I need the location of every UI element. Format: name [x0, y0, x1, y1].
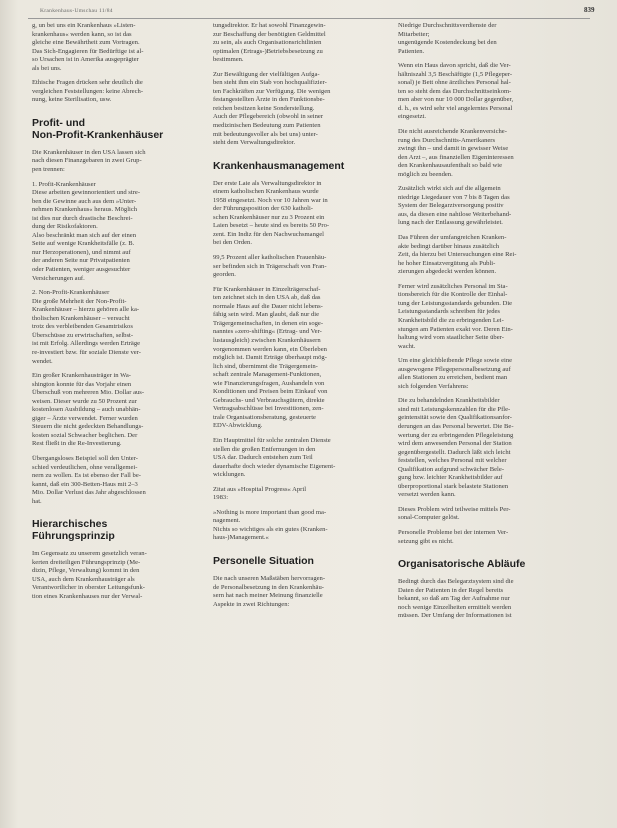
header-rule [28, 18, 590, 19]
paragraph: Ferner wird zusätzliches Personal im Sta- tionsbereich für die Kontrolle der Einhal- tung der Leistungsstandards gebunden. Die Leistungsstandards schreiben für jedes Krankheitsbild die zu erbringenden Lei- stungen am Patienten exakt vor. Deren Ein- haltung wird vom staatlicher Seite über- wacht. [398, 282, 513, 350]
paragraph: 2. Non-Profit-Krankenhäuser Die große Mehrheit der Non-Profit- Krankenhäuser – hierzu gehören alle ka- tholischen Krankenhäuser – versucht trotz des verbleibenden Gesamtrisikos Überschüsse zu erwirtschaften, selbst- ist mit Erfolg. Allerdings werden Erträge re-investiert bzw. für soziale Dienste ver- wendet. [32, 289, 141, 365]
paragraph: 99,5 Prozent aller katholischen Frauenhäu- ser befinden sich in Trägerschaft von Fran- georden. [213, 254, 327, 279]
paragraph: Um eine gleichbleibende Pflege sowie eine ausgewogene Pflegepersonalbesetzung auf allen Stationen zu erreichen, bedient man sich folgenden Verfahrens: [398, 357, 513, 390]
paragraph: Das Führen der umfangreichen Kranken- akte bedingt darüber hinaus zusätzlich Zeit, da hierzu bei Untersuchungen eine Rei- he hoher Einsatzvergütung als Publi- zierungen abgedeckt werden können. [398, 234, 517, 276]
paragraph: Zusätzlich wirkt sich auf die allgemein niedrige Liegedauer von 7 bis 8 Tagen das System der Belegarztversorgung positiv aus, da diesen eine nahtlose Weiterbehand- lung nach der Entlassung gewährleistet. [398, 185, 512, 227]
paragraph: Die nicht ausreichende Krankenversiche- rung des Durchschnitts-Amerikaners zwingt ihn – und damit in gewisser Weise den Arzt –, aus finanziellen Eigeninteressen den Krankenhausaufenthalt so bald wie möglich zu beenden. [398, 128, 514, 178]
paragraph: Für Krankenhäuser in Einzelträgerschaf- ten zeichnet sich in den USA ab, daß das normale Haus auf die Dauer nicht lebens- fähig sein wird. Man glaubt, daß nur die Trägergemeinschaften, in denen ein soge- nanntes »zero-shifting« (Ertrag- und Ver- lustausgleich) zwischen Krankenhäusern vorgenommen werden kann, ein Überleben möglich ist. Damit Erträge überhaupt mög- lich sind, übernimmt die Trägergemein- schaft zentrale Management-Funktionen, wie Finanzierungsfragen, Aushandeln von Konditionen und Preisen beim Einkauf von Gebrauchs- und Verbrauchsgütern, direkte Vertragsabschlüsse bei Investitionen, zen- trale Organisationsberatung, gesteuerte EDV-Abwicklung. [213, 285, 328, 430]
quote: »Nothing is more important than good ma- nagement. Nichts so wichtiges als ein gutes (Kranken- haus-)Management.« [213, 508, 328, 542]
paragraph: Zitat aus »Hospital Progress« April 1983: [213, 485, 307, 502]
section-heading-processes: Organisatorische Abläufe [398, 558, 526, 571]
paragraph: tungsdirektor. Er hat sowohl Finanzgewin- zur Beschaffung der benötigten Geldmittel zu sein, als auch Organisationsrichtlinien optimalen (Ertrags-)Betriebsbesetzung zu bestimmen. [213, 22, 326, 64]
paragraph: 1. Profit-Krankenhäuser Diese arbeiten gewinnorientiert und stre- ben die Gewinne auch aus dem »Unter- nehmen Krankenhaus« heraus. Möglich ist dies nur durch drastische Beschrei- dung der Risikofaktoren. Also beschränkt man sich auf der einen Seite auf wenige Krankheitsfälle (z. B. nur Herzoperationen), und nimmt auf der anderen Seite nur Privatpatienten oder Patienten, weniger ausgesuchter Versicherungen auf. [32, 180, 141, 282]
section-heading-personnel: Personelle Situation [213, 554, 314, 567]
column-left [32, 22, 210, 608]
paragraph: Ein großer Krankenhausträger in Wa- shington konnte für das Vorjahr einen Überschuß von mehreren Mio. Dollar aus- weisen. Dieser wurde zu 50 Prozent zur kostenlosen Ausbildung – auch unabhän- giger – Ärzte verwendet. Ferner wurden Steuern die nicht gedeckten Behandlungs- kosten sozial Schwacher beglichen. Der Rest fließt in die Re-Investierung. [32, 372, 145, 448]
paragraph: Die zu behandelnden Krankheitsbilder sind mit Leistungskennzahlen für die Pfle- geintensität sowie den Qualifikationsanfor- derungen an das Personal bewertet. Die Be- wertung der zu erbringenden Pflegeleistung wird dem anwesenden Personal der Station gegenübergestellt. Dadurch läßt sich leicht feststellen, welches Personal mit welcher Qualifikation aufgrund schwächer Bele- gung bzw. leichter Krankheitsbilder auf überproportional stark belastete Stationen versetzt werden kann. [398, 397, 514, 499]
paragraph: Im Gegensatz zu unserem gesetzlich veran- kerten dreiteiligen Führungsprinzip (Me- dizin, Pflege, Verwaltung) kommt in den USA, auch dem Krankenhausträger als Verantwortlicher in oberster Leitungsfunk- tion eines Krankenhauses nur der Verwal- [32, 550, 147, 600]
paragraph: Der erste Laie als Verwaltungsdirektor in einem katholischen Krankenhaus wurde 1958 eingesetzt. Noch vor 10 Jahren war in der Führungsposition der 630 katholi- schen Krankenhäuser nur zu 3 Prozent ein Laien besetzt – heute sind es bereits 50 Pro- zent. Ein Indiz für den Nachwuchsmangel bei den Orden. [213, 179, 330, 247]
paragraph: Zur Bewältigung der vielfältigen Aufga- ben steht ihm ein Stab von hochqualifizier- ten Fachkräften zur Verfügung. Die wenigen festangestellten Ärzte in den Funktionsbe- reichen besitzen keine Sonderstellung. Auch der Pflegebereich (obwohl in seiner medizinischen Bedeutung zum Patienten mit bedeutungsvoller als bei uns) unter- steht dem Verwaltungsdirektor. [213, 70, 331, 147]
paragraph: Dieses Problem wird teilweise mittels Per- sonal-Computer gelöst. [398, 505, 511, 522]
page-number: 839 [584, 6, 595, 14]
section-heading-profit: Profit- und Non-Profit-Krankenhäuser [32, 116, 164, 141]
paragraph: Die nach unseren Maßstäben hervorragen- de Personalbesetzung in den Krankenhäu- sern hat nach meiner Meinung finanzielle Aspekte in zwei Richtungen: [213, 574, 326, 608]
paragraph: Personelle Probleme bei der internen Ver- setzung gibt es nicht. [398, 528, 509, 545]
column-middle [213, 22, 391, 615]
paragraph: Übergangsloses Beispiel soll den Unter- schied verdeutlichen, ohne verallgemei- nern zu wollen. Es ist ebenso der Fall be- kannt, daß ein 300-Betten-Haus mit 2–3 Mio. Dollar Verlust das Jahr abgeschlossen hat. [32, 454, 146, 505]
paragraph: Bedingt durch das Belegarztsystem sind die Daten der Patienten in der Regel bereits bekannt, so daß am Tag der Aufnahme nur noch wenige Einzelheiten ermittelt werden müssen. Der Umfang der Informationen ist [398, 578, 514, 620]
section-heading-hierarchy: Hierarchisches Führungsprinzip [32, 518, 115, 543]
paragraph: Wenn ein Haus davon spricht, daß die Ver- hältniszahl 3,5 Beschäftigte (1,5 Pflegeper- sonal) je Bett ohne ärztliches Personal hal- ten so steht dem das Durchschnittseinkom- men aber von nur 10 000 Dollar gegenüber, d. h., es wird sehr viel angelerntes Personal eingesetzt. [398, 62, 514, 121]
paragraph: Ein Hauptmittel für solche zentralen Dienste stellen die großen Entfernungen in den USA dar. Dadurch entstehen zum Teil dauerhafte doch wieder dynamische Eigenent- wicklungen. [213, 436, 336, 479]
running-header: Krankenhaus-Umschau 11/84 [40, 8, 113, 14]
paragraph: g, un bei uns ein Krankenhaus »Listen- krankenhaus« werden kann, so ist das gleiche eine Bewährtheit zum Vortragen. Das Sich-Engagieren für Bedürftige ist al- so Ursachen ist in Amerika ausgeprägter als bei uns. [32, 22, 144, 72]
paragraph: Niedrige Durchschnittsverdienste der Mitarbeiter; ungenügende Kostendeckung bei den Patienten. [398, 22, 497, 55]
paragraph: Ethische Fragen drücken sehr deutlich die vergleichen Feststellungen: keine Abrech- nung, keine Sterilisation, usw. [32, 79, 144, 104]
paragraph: Die Krankenhäuser in den USA lassen sich nach diesen Finanzgebaren in zwei Grup- pen trennen: [32, 148, 146, 174]
column-right [398, 22, 576, 627]
section-heading-management: Krankenhausmanagement [213, 159, 345, 172]
